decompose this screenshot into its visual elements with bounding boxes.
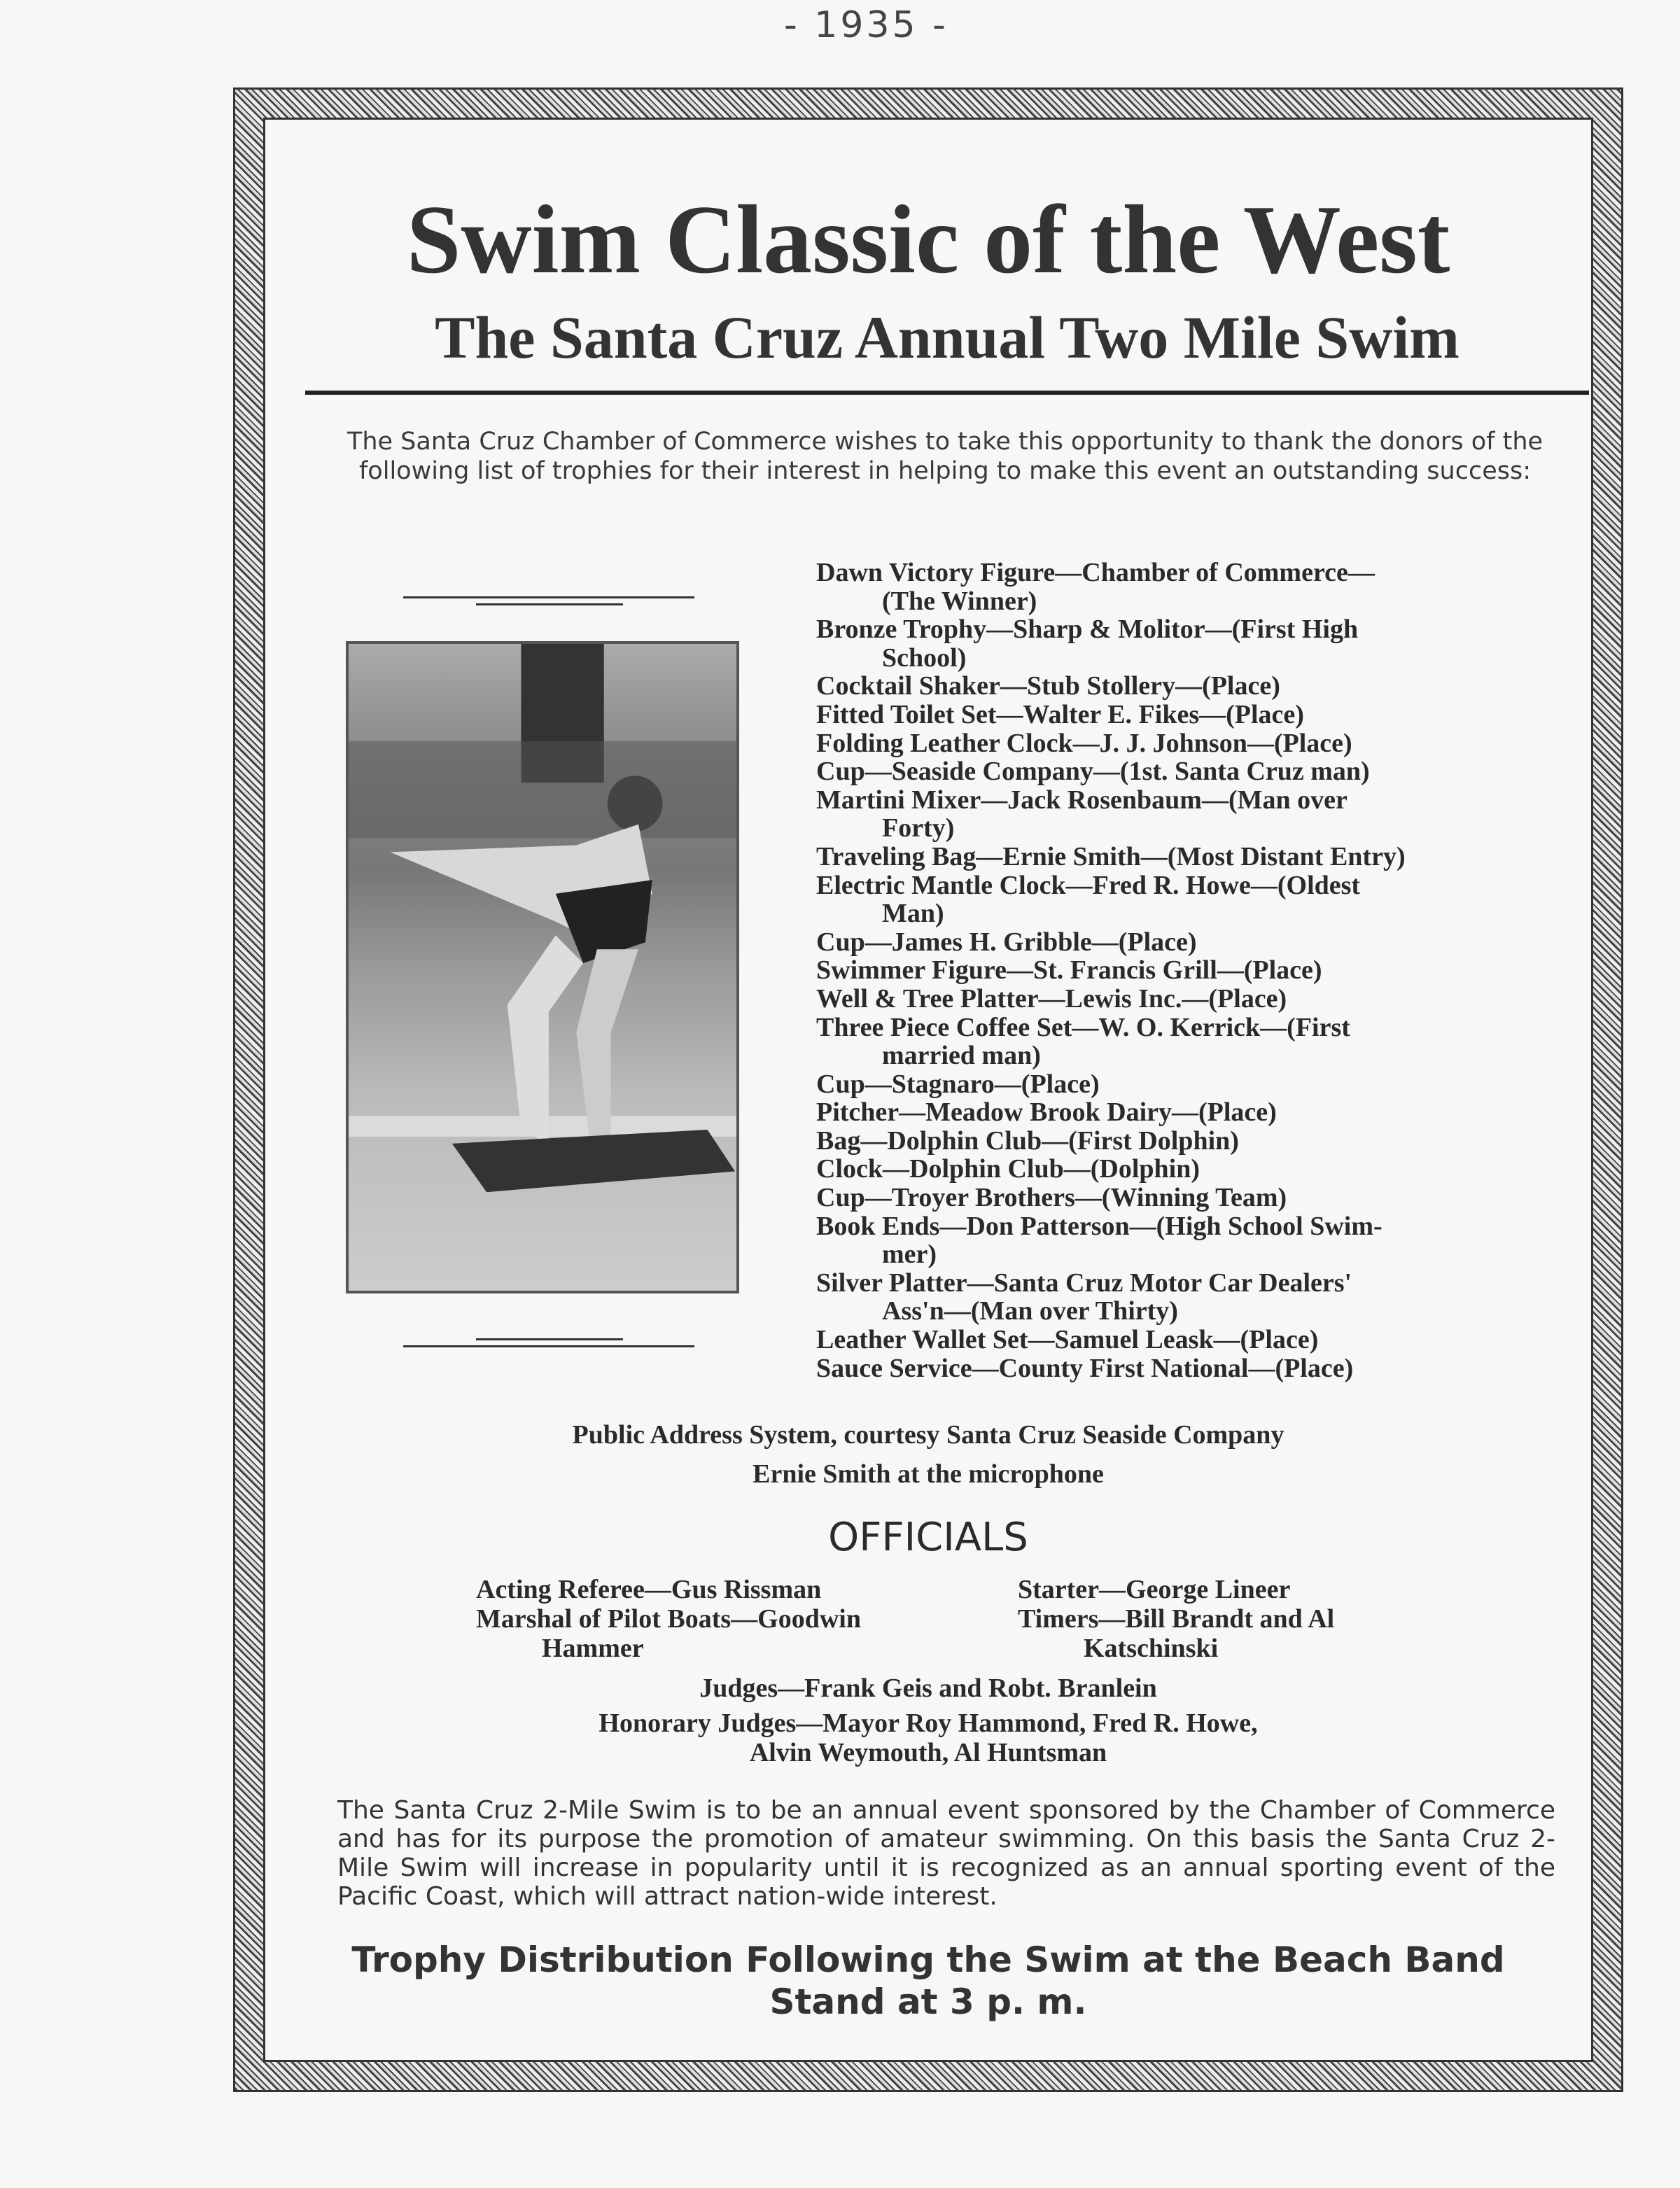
decorative-rule-bottom xyxy=(403,1345,694,1347)
list-item-continuation: Ass'n—(Man over Thirty) xyxy=(882,1296,1178,1326)
list-item-continuation: mer) xyxy=(882,1240,937,1270)
honorary-judges-line: Honorary Judges—Mayor Roy Hammond, Fred R. Howe, xyxy=(598,1709,1258,1738)
list-item: Marshal of Pilot Boats—Goodwin xyxy=(476,1604,861,1634)
title-divider xyxy=(305,391,1589,395)
list-item-continuation: Katschinski xyxy=(1084,1634,1219,1663)
list-item: Timers—Bill Brandt and Al xyxy=(1018,1604,1335,1634)
list-item: Acting Referee—Gus Rissman xyxy=(476,1575,822,1604)
list-item: Martini Mixer—Jack Rosenbaum—(Man over xyxy=(816,785,1348,815)
list-item: Folding Leather Clock—J. J. Johnson—(Place) xyxy=(816,728,1352,758)
decorative-rule-top xyxy=(403,596,694,598)
swimmer-photo xyxy=(346,641,739,1293)
closing-paragraph: The Santa Cruz 2-Mile Swim is to be an annual event sponsored by the Chamber of Commerce and has for its purpose the promotion of amateur swimming. On this basis the Santa Cruz 2-Mile Swim will increase in popularity until it is recognized as an annual sporting event of the Pacific Coast, which will attract nation-wide interest. xyxy=(337,1796,1555,1911)
list-item-continuation: married man) xyxy=(882,1041,1041,1071)
list-item: Leather Wallet Set—Samuel Leask—(Place) xyxy=(816,1325,1319,1355)
list-item: Bronze Trophy—Sharp & Molitor—(First High xyxy=(816,615,1359,645)
list-item: Cocktail Shaker—Stub Stollery—(Place) xyxy=(816,671,1280,701)
list-item: Electric Mantle Clock—Fred R. Howe—(Oldest xyxy=(816,870,1361,900)
list-item: Bag—Dolphin Club—(First Dolphin) xyxy=(816,1125,1239,1156)
list-item-continuation: Man) xyxy=(882,899,944,929)
list-item: Fitted Toilet Set—Walter E. Fikes—(Place) xyxy=(816,699,1304,729)
decorative-rule-bottom-short xyxy=(476,1338,623,1340)
list-item: Clock—Dolphin Club—(Dolphin) xyxy=(816,1154,1200,1184)
list-item: Silver Platter—Santa Cruz Motor Car Dealers' xyxy=(816,1268,1352,1298)
officials-left-column xyxy=(476,1575,980,1663)
distribution-line-1: Trophy Distribution Following the Swim at the Beach Band xyxy=(351,1940,1505,1980)
honorary-judges-line-2: Alvin Weymouth, Al Huntsman xyxy=(749,1738,1107,1767)
officials-heading: OFFICIALS xyxy=(828,1515,1028,1560)
list-item: Pitcher—Meadow Brook Dairy—(Place) xyxy=(816,1097,1277,1128)
swimmer-diving-image xyxy=(349,644,736,1291)
list-item: Cup—Troyer Brothers—(Winning Team) xyxy=(816,1183,1287,1213)
list-item-continuation: (The Winner) xyxy=(882,586,1037,616)
distribution-line-2: Stand at 3 p. m. xyxy=(769,1982,1087,2022)
list-item: Cup—James H. Gribble—(Place) xyxy=(816,927,1197,957)
judges-line: Judges—Frank Geis and Robt. Branlein xyxy=(699,1674,1157,1703)
list-item: Swimmer Figure—St. Francis Grill—(Place) xyxy=(816,955,1322,986)
list-item: Cup—Stagnaro—(Place) xyxy=(816,1069,1100,1099)
list-item-continuation: Forty) xyxy=(882,813,955,843)
page-subtitle: The Santa Cruz Annual Two Mile Swim xyxy=(435,304,1460,371)
list-item: Traveling Bag—Ernie Smith—(Most Distant Entry) xyxy=(816,841,1406,871)
list-item: Three Piece Coffee Set—W. O. Kerrick—(First xyxy=(816,1012,1350,1042)
decorative-rule-top-short xyxy=(476,603,623,605)
public-address-line: Public Address System, courtesy Santa Cruz Seaside Company xyxy=(572,1420,1284,1450)
trophy-list xyxy=(816,559,1572,1382)
list-item: Dawn Victory Figure—Chamber of Commerce— xyxy=(816,558,1375,587)
list-item-continuation: School) xyxy=(882,643,967,673)
list-item: Well & Tree Platter—Lewis Inc.—(Place) xyxy=(816,983,1287,1014)
page-title: Swim Classic of the West xyxy=(406,185,1450,294)
intro-paragraph: The Santa Cruz Chamber of Commerce wishes to take this opportunity to thank the donors of the following list of trophies for their interest in helping to make this event an outstanding success: xyxy=(346,428,1544,485)
list-item: Book Ends—Don Patterson—(High School Swim- xyxy=(816,1211,1382,1241)
list-item: Sauce Service—County First National—(Place) xyxy=(816,1353,1354,1383)
list-item: Cup—Seaside Company—(1st. Santa Cruz man) xyxy=(816,757,1370,787)
trophy-distribution-notice xyxy=(263,1939,1593,2023)
list-item-continuation: Hammer xyxy=(542,1634,644,1663)
handwritten-year: - 1935 - xyxy=(784,4,948,46)
announcer-line: Ernie Smith at the microphone xyxy=(752,1459,1104,1489)
officials-right-column xyxy=(1018,1575,1522,1663)
list-item: Starter—George Lineer xyxy=(1018,1575,1291,1604)
